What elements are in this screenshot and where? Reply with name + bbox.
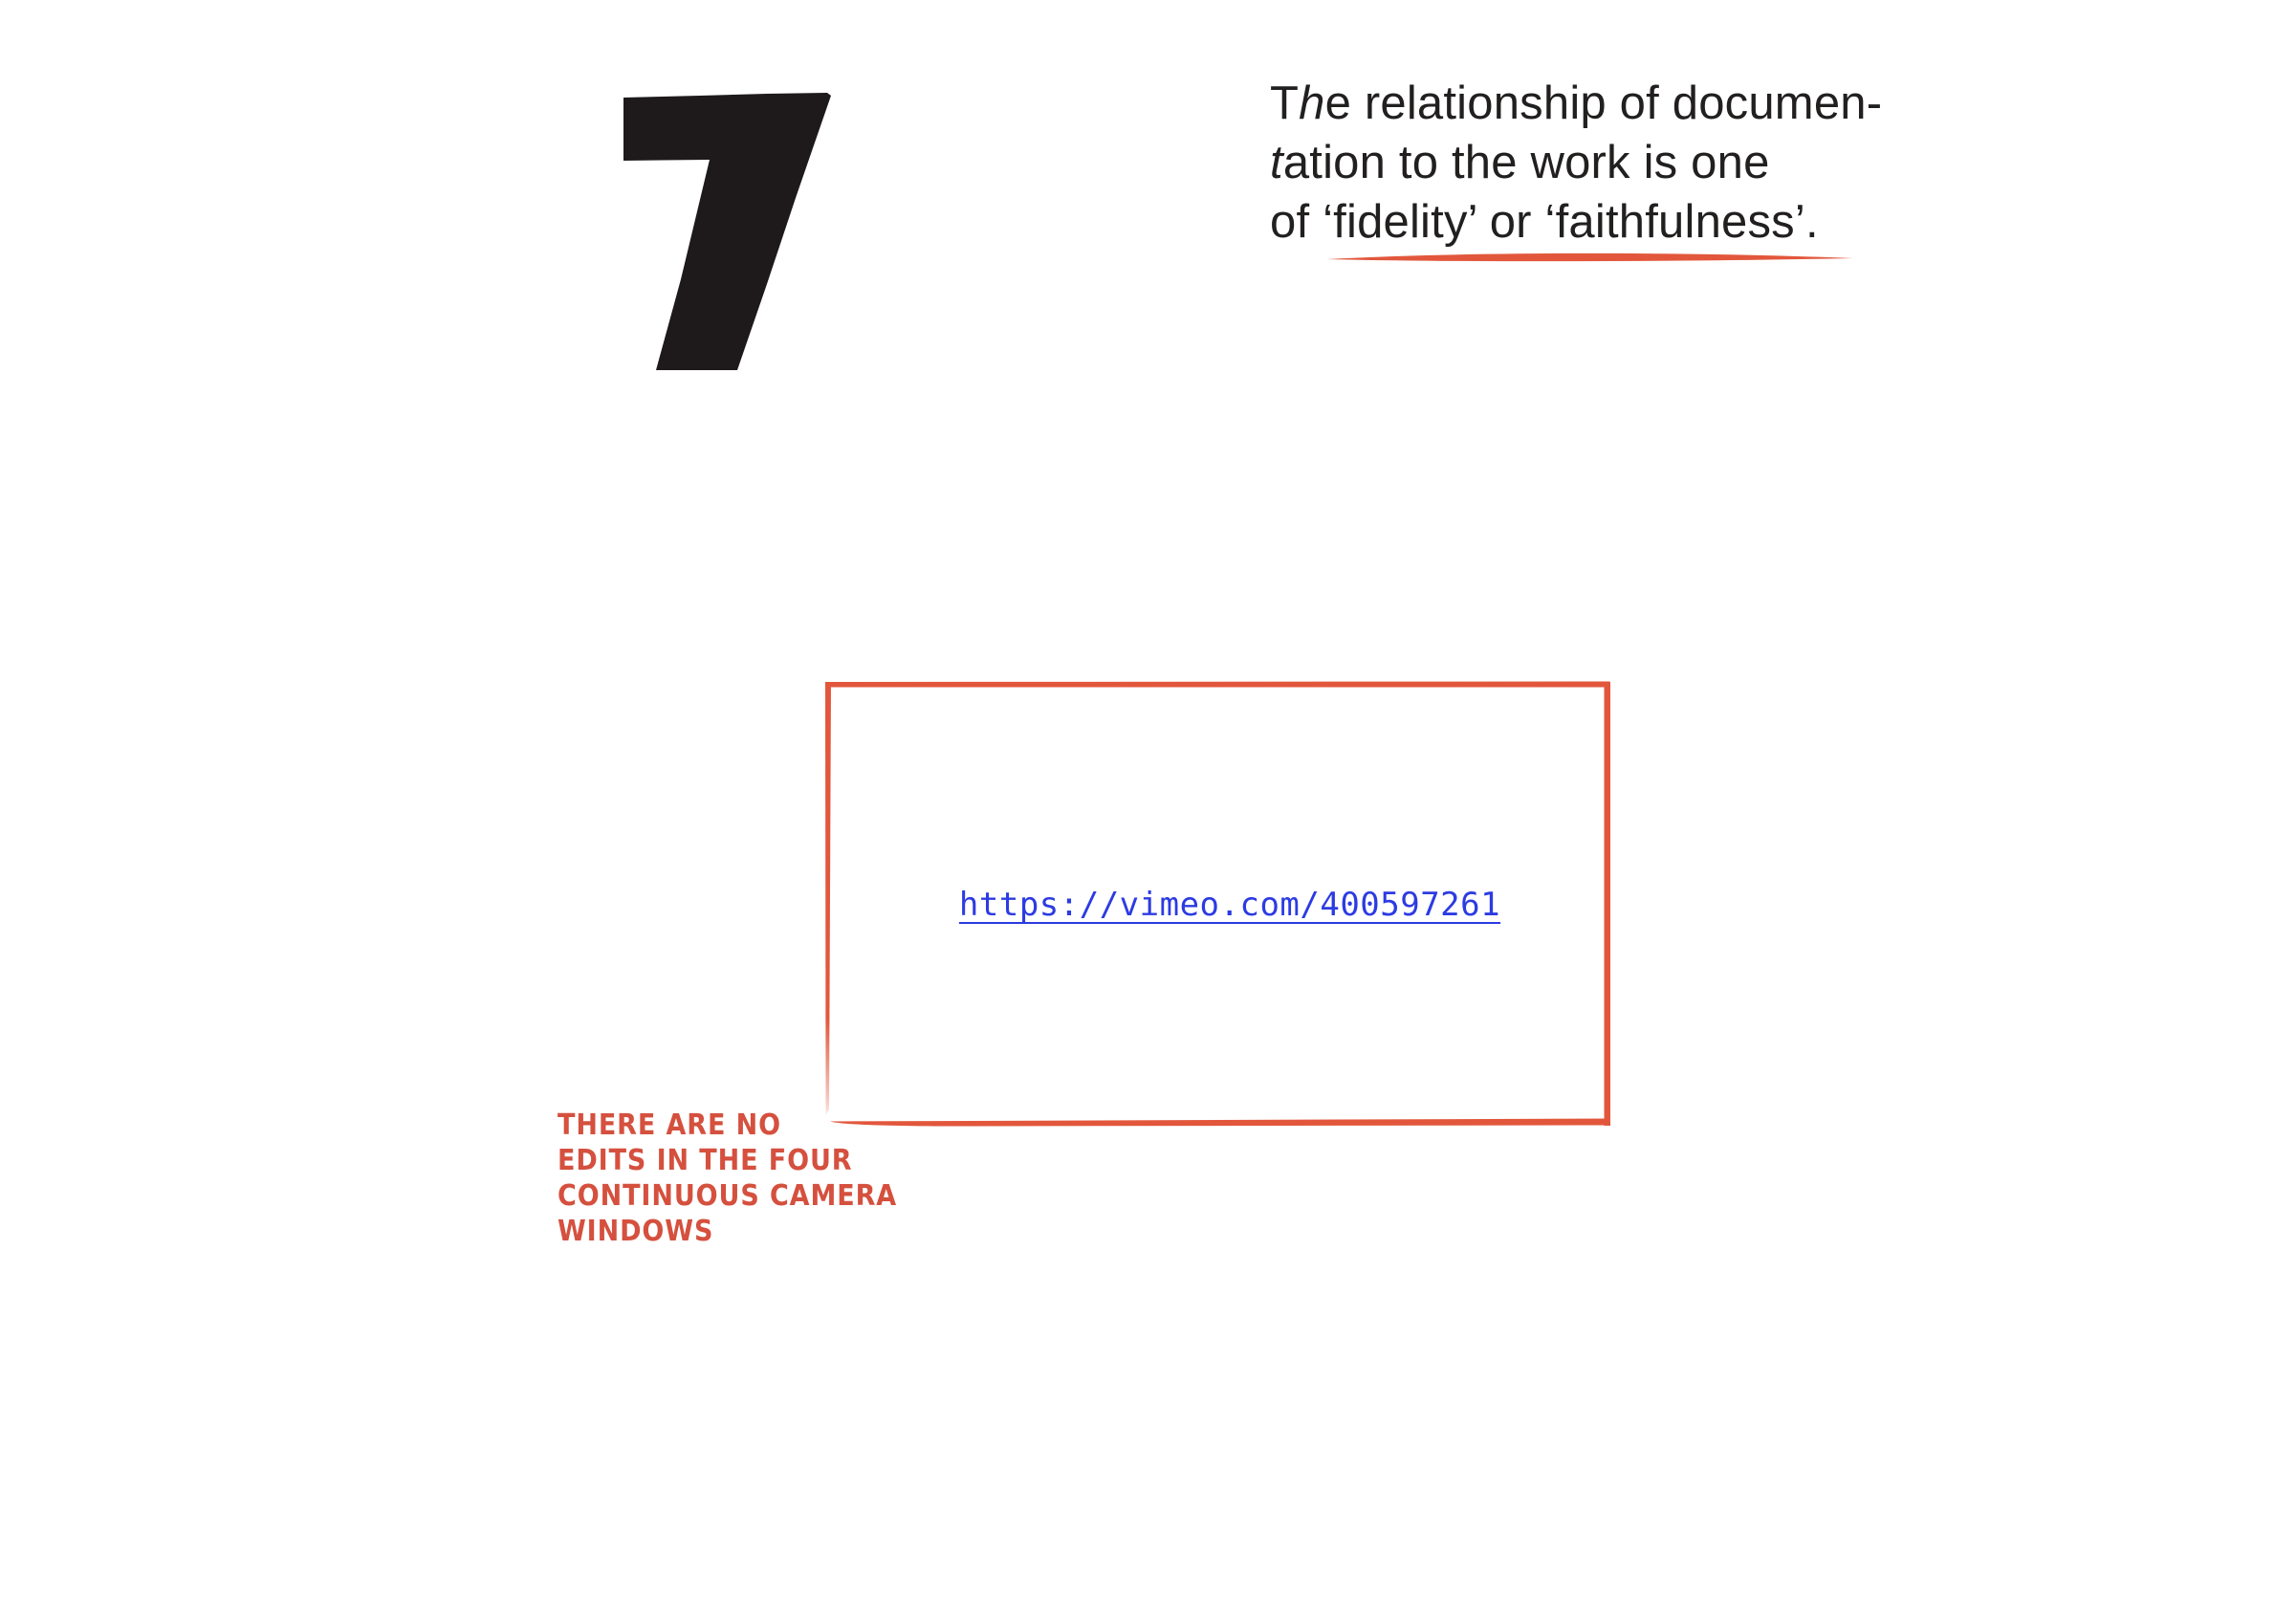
headline-line-3: of ‘fidelity’ or ‘faithfulness’. [1270, 196, 1819, 248]
headline-line-1: The relationship of documen- [1270, 77, 1883, 129]
annotation-line: CONTINUOUS CAMERA [558, 1179, 898, 1213]
vimeo-link[interactable]: https://vimeo.com/400597261 [958, 886, 1501, 924]
chapter-numeral-seven [623, 93, 832, 370]
annotation-note [558, 1108, 897, 1249]
headline-text [1270, 74, 1882, 252]
annotation-line: EDITS IN THE FOUR [558, 1144, 853, 1177]
fidelity-underline [1325, 250, 1857, 265]
headline-line-2: tation to the work is one [1270, 137, 1770, 188]
annotation-line: WINDOWS [558, 1215, 714, 1248]
annotation-line: THERE ARE NO [558, 1108, 781, 1142]
chapter-number-text [0, 0, 1, 1]
video-link-area [825, 684, 1607, 1126]
